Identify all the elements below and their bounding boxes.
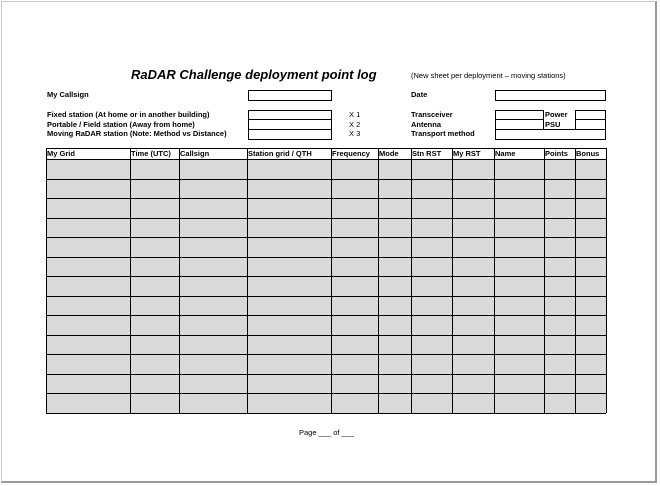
- table-cell[interactable]: [453, 375, 494, 394]
- table-cell[interactable]: [545, 258, 575, 277]
- table-cell[interactable]: [495, 199, 544, 218]
- table-cell[interactable]: [545, 316, 575, 335]
- table-cell[interactable]: [379, 336, 411, 355]
- table-cell[interactable]: [131, 219, 179, 238]
- table-cell[interactable]: [379, 238, 411, 257]
- table-cell[interactable]: [576, 394, 606, 413]
- table-cell[interactable]: [495, 336, 544, 355]
- table-cell[interactable]: [412, 297, 452, 316]
- table-cell[interactable]: [379, 355, 411, 374]
- table-cell[interactable]: [47, 180, 130, 199]
- table-cell[interactable]: [576, 297, 606, 316]
- table-cell[interactable]: [47, 355, 130, 374]
- table-cell[interactable]: [47, 375, 130, 394]
- table-cell[interactable]: [180, 394, 247, 413]
- table-cell[interactable]: [453, 336, 494, 355]
- table-cell[interactable]: [332, 375, 378, 394]
- table-cell[interactable]: [576, 316, 606, 335]
- table-cell[interactable]: [131, 375, 179, 394]
- table-cell[interactable]: [412, 199, 452, 218]
- table-cell[interactable]: [131, 394, 179, 413]
- table-cell[interactable]: [379, 199, 411, 218]
- table-cell[interactable]: [412, 336, 452, 355]
- table-cell[interactable]: [495, 238, 544, 257]
- table-cell[interactable]: [47, 394, 130, 413]
- psu-label: PSU: [545, 120, 561, 129]
- portable-multiplier: X 2: [349, 120, 361, 129]
- table-column-line: [606, 148, 607, 413]
- antenna-label: Antenna: [411, 120, 441, 129]
- table-cell[interactable]: [453, 316, 494, 335]
- table-cell[interactable]: [248, 394, 331, 413]
- table-cell[interactable]: [332, 336, 378, 355]
- table-cell[interactable]: [453, 394, 494, 413]
- power-label: Power: [545, 110, 568, 119]
- table-cell[interactable]: [180, 297, 247, 316]
- table-cell[interactable]: [248, 219, 331, 238]
- table-cell[interactable]: [379, 219, 411, 238]
- table-cell[interactable]: [576, 277, 606, 296]
- table-cell[interactable]: [576, 199, 606, 218]
- table-cell[interactable]: [131, 297, 179, 316]
- table-cell[interactable]: [332, 394, 378, 413]
- table-cell[interactable]: [248, 258, 331, 277]
- fixed-station-label: Fixed station (At home or in another building): [47, 110, 210, 119]
- table-cell[interactable]: [545, 297, 575, 316]
- table-cell[interactable]: [180, 160, 247, 179]
- table-cell[interactable]: [412, 219, 452, 238]
- table-cell[interactable]: [545, 199, 575, 218]
- table-cell[interactable]: [332, 277, 378, 296]
- column-header: My Grid: [47, 149, 75, 158]
- table-cell[interactable]: [180, 219, 247, 238]
- table-cell[interactable]: [332, 297, 378, 316]
- sheet-note: (New sheet per deployment – moving stations): [411, 71, 566, 80]
- table-cell[interactable]: [248, 297, 331, 316]
- table-cell[interactable]: [576, 160, 606, 179]
- table-cell[interactable]: [495, 375, 544, 394]
- table-cell[interactable]: [576, 375, 606, 394]
- table-cell[interactable]: [131, 160, 179, 179]
- table-cell[interactable]: [180, 336, 247, 355]
- table-cell[interactable]: [47, 238, 130, 257]
- table-cell[interactable]: [379, 180, 411, 199]
- table-cell[interactable]: [379, 160, 411, 179]
- table-cell[interactable]: [495, 297, 544, 316]
- transport-method-field[interactable]: [495, 129, 606, 140]
- table-cell[interactable]: [131, 199, 179, 218]
- table-cell[interactable]: [131, 336, 179, 355]
- table-cell[interactable]: [47, 316, 130, 335]
- table-cell[interactable]: [47, 199, 130, 218]
- column-header: Station grid / QTH: [248, 149, 312, 158]
- table-cell[interactable]: [453, 277, 494, 296]
- table-cell[interactable]: [180, 258, 247, 277]
- table-cell[interactable]: [131, 355, 179, 374]
- table-cell[interactable]: [453, 160, 494, 179]
- page-number: Page ___ of ___: [299, 428, 355, 437]
- transport-method-label: Transport method: [411, 129, 475, 138]
- table-row-line: [46, 413, 606, 414]
- table-cell[interactable]: [412, 258, 452, 277]
- table-cell[interactable]: [47, 160, 130, 179]
- table-cell[interactable]: [412, 375, 452, 394]
- table-cell[interactable]: [379, 277, 411, 296]
- my-callsign-field[interactable]: [248, 90, 332, 101]
- table-cell[interactable]: [248, 238, 331, 257]
- table-cell[interactable]: [412, 277, 452, 296]
- moving-station-field[interactable]: [248, 129, 332, 140]
- table-cell[interactable]: [248, 180, 331, 199]
- table-cell[interactable]: [495, 355, 544, 374]
- table-cell[interactable]: [332, 316, 378, 335]
- table-cell[interactable]: [180, 199, 247, 218]
- table-cell[interactable]: [47, 297, 130, 316]
- table-cell[interactable]: [495, 160, 544, 179]
- my-callsign-label: My Callsign: [47, 90, 89, 99]
- document-title: RaDAR Challenge deployment point log: [131, 67, 377, 82]
- date-field[interactable]: [495, 90, 606, 101]
- table-cell[interactable]: [576, 258, 606, 277]
- table-cell[interactable]: [453, 258, 494, 277]
- table-cell[interactable]: [412, 355, 452, 374]
- table-cell[interactable]: [332, 180, 378, 199]
- table-cell[interactable]: [248, 199, 331, 218]
- column-header: Mode: [379, 149, 399, 158]
- column-header: Name: [495, 149, 516, 158]
- column-header: Stn RST: [412, 149, 442, 158]
- column-header: Time (UTC): [131, 149, 171, 158]
- table-cell[interactable]: [545, 336, 575, 355]
- column-header: Callsign: [180, 149, 210, 158]
- table-cell[interactable]: [379, 375, 411, 394]
- column-header: Bonus: [576, 149, 600, 158]
- table-cell[interactable]: [332, 160, 378, 179]
- table-cell[interactable]: [453, 180, 494, 199]
- table-cell[interactable]: [545, 160, 575, 179]
- table-cell[interactable]: [576, 238, 606, 257]
- table-cell[interactable]: [131, 238, 179, 257]
- table-cell[interactable]: [412, 238, 452, 257]
- table-cell[interactable]: [248, 160, 331, 179]
- table-cell[interactable]: [379, 297, 411, 316]
- column-header: Points: [545, 149, 568, 158]
- table-cell[interactable]: [495, 180, 544, 199]
- table-cell[interactable]: [545, 277, 575, 296]
- table-cell[interactable]: [545, 238, 575, 257]
- table-cell[interactable]: [495, 219, 544, 238]
- table-cell[interactable]: [47, 336, 130, 355]
- table-cell[interactable]: [131, 180, 179, 199]
- table-cell[interactable]: [248, 355, 331, 374]
- table-cell[interactable]: [248, 336, 331, 355]
- table-cell[interactable]: [545, 180, 575, 199]
- table-cell[interactable]: [545, 375, 575, 394]
- table-cell[interactable]: [545, 394, 575, 413]
- table-cell[interactable]: [495, 277, 544, 296]
- table-cell[interactable]: [453, 238, 494, 257]
- table-cell[interactable]: [453, 355, 494, 374]
- table-cell[interactable]: [545, 355, 575, 374]
- table-cell[interactable]: [576, 355, 606, 374]
- table-cell[interactable]: [453, 297, 494, 316]
- table-cell[interactable]: [131, 316, 179, 335]
- moving-station-label: Moving RaDAR station (Note: Method vs Distance): [47, 129, 227, 138]
- table-cell[interactable]: [453, 199, 494, 218]
- table-cell[interactable]: [545, 219, 575, 238]
- table-cell[interactable]: [379, 394, 411, 413]
- table-cell[interactable]: [379, 316, 411, 335]
- table-cell[interactable]: [495, 316, 544, 335]
- table-cell[interactable]: [47, 258, 130, 277]
- table-cell[interactable]: [248, 316, 331, 335]
- table-cell[interactable]: [332, 355, 378, 374]
- psu-field[interactable]: [575, 119, 606, 130]
- table-cell[interactable]: [47, 219, 130, 238]
- table-cell[interactable]: [412, 180, 452, 199]
- column-header: My RST: [453, 149, 481, 158]
- transceiver-label: Transceiver: [411, 110, 453, 119]
- table-cell[interactable]: [576, 180, 606, 199]
- table-cell[interactable]: [332, 219, 378, 238]
- table-cell[interactable]: [131, 258, 179, 277]
- fixed-multiplier: X 1: [349, 110, 361, 119]
- table-cell[interactable]: [332, 258, 378, 277]
- table-cell[interactable]: [412, 160, 452, 179]
- column-header: Frequency: [332, 149, 370, 158]
- table-cell[interactable]: [180, 316, 247, 335]
- portable-station-label: Portable / Field station (Away from home): [47, 120, 195, 129]
- table-cell[interactable]: [495, 258, 544, 277]
- moving-multiplier: X 3: [349, 129, 361, 138]
- table-cell[interactable]: [131, 277, 179, 296]
- table-cell[interactable]: [332, 199, 378, 218]
- table-cell[interactable]: [576, 219, 606, 238]
- table-cell[interactable]: [47, 277, 130, 296]
- table-cell[interactable]: [180, 238, 247, 257]
- date-label: Date: [411, 90, 428, 99]
- table-cell[interactable]: [180, 277, 247, 296]
- table-cell[interactable]: [576, 336, 606, 355]
- table-cell[interactable]: [180, 180, 247, 199]
- table-cell[interactable]: [453, 219, 494, 238]
- table-cell[interactable]: [248, 375, 331, 394]
- table-cell[interactable]: [248, 277, 331, 296]
- table-cell[interactable]: [495, 394, 544, 413]
- table-cell[interactable]: [180, 375, 247, 394]
- table-cell[interactable]: [180, 355, 247, 374]
- table-cell[interactable]: [379, 258, 411, 277]
- table-cell[interactable]: [332, 238, 378, 257]
- table-cell[interactable]: [412, 316, 452, 335]
- table-cell[interactable]: [412, 394, 452, 413]
